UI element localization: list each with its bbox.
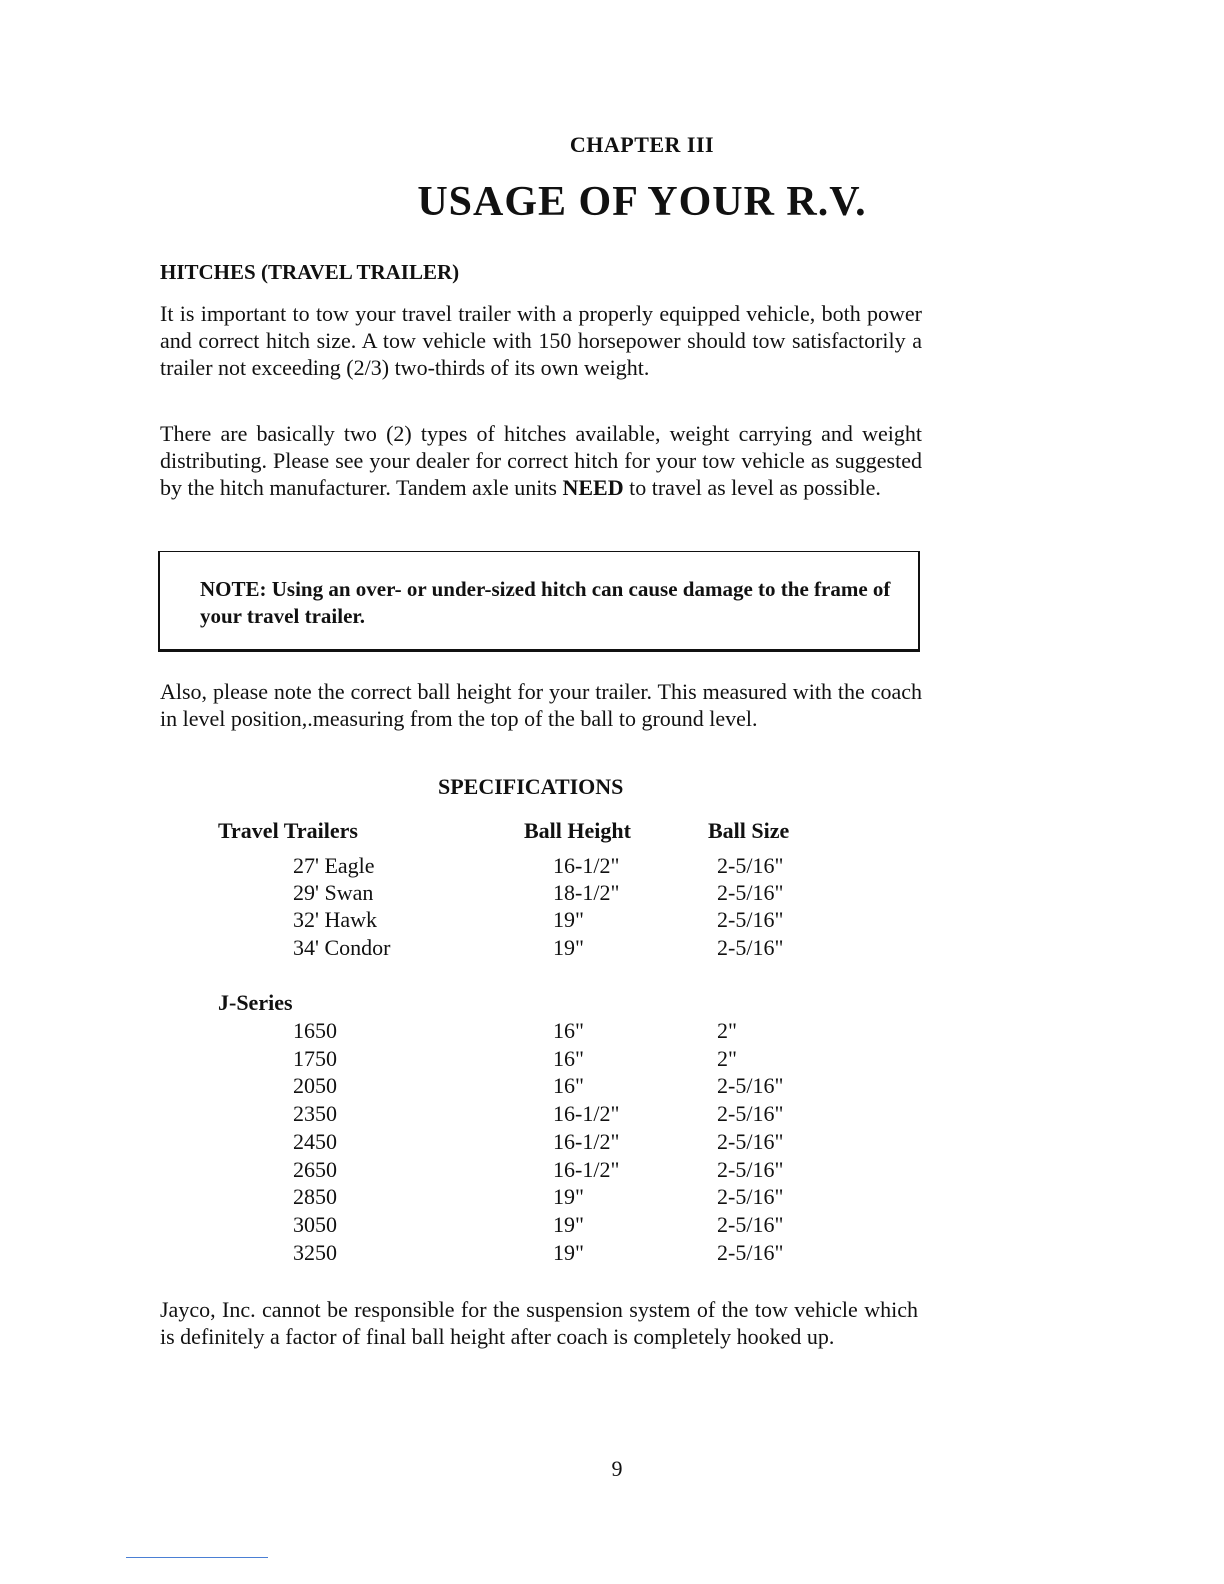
ball-height-cell: 18-1/2" xyxy=(553,880,620,905)
emphasis-need: NEED xyxy=(562,475,624,500)
j-series-label: J-Series xyxy=(218,990,293,1015)
ball-height-cell: 19" xyxy=(553,1212,584,1237)
note-box xyxy=(158,551,920,652)
page-number: 9 xyxy=(611,1456,623,1481)
ball-size-cell: 2-5/16" xyxy=(717,1073,784,1098)
model-cell: 32' Hawk xyxy=(293,907,378,932)
table-row xyxy=(0,1018,1224,1046)
table-row xyxy=(0,853,1224,881)
ball-height-cell: 16-1/2" xyxy=(553,1101,620,1126)
paragraph-ball-height: Also, please note the correct ball height for your trailer. This measured with the coach in level position,.measuring from the top of the ball to ground level. xyxy=(160,679,922,731)
table-row xyxy=(0,1157,1224,1185)
ball-size-cell: 2-5/16" xyxy=(717,1212,784,1237)
ball-size-cell: 2-5/16" xyxy=(717,1101,784,1126)
model-cell: 2050 xyxy=(293,1073,337,1098)
table-row xyxy=(0,1101,1224,1129)
model-cell: 1650 xyxy=(293,1018,337,1043)
table-row xyxy=(0,907,1224,935)
table-row xyxy=(0,935,1224,963)
table-row xyxy=(0,1240,1224,1268)
model-cell: 27' Eagle xyxy=(293,853,375,878)
column-header-travel-trailers: Travel Trailers xyxy=(218,818,358,843)
column-header-ball-height: Ball Height xyxy=(524,818,631,843)
ball-size-cell: 2-5/16" xyxy=(717,935,784,960)
model-cell: 1750 xyxy=(293,1046,337,1071)
ball-height-cell: 16-1/2" xyxy=(553,1129,620,1154)
model-cell: 34' Condor xyxy=(293,935,391,960)
ball-height-cell: 19" xyxy=(553,907,584,932)
ball-size-cell: 2-5/16" xyxy=(717,1184,784,1209)
ball-height-cell: 16" xyxy=(553,1018,584,1043)
ball-size-cell: 2" xyxy=(717,1046,737,1071)
chapter-label: CHAPTER III xyxy=(569,132,715,157)
disclaimer-paragraph: Jayco, Inc. cannot be responsible for the suspension system of the tow vehicle which is definitely a factor of final ball height after coach is completely hooked up. xyxy=(160,1297,918,1349)
specifications-title: SPECIFICATIONS xyxy=(438,774,624,799)
model-cell: 29' Swan xyxy=(293,880,374,905)
ball-size-cell: 2-5/16" xyxy=(717,1240,784,1265)
ball-size-cell: 2-5/16" xyxy=(717,1157,784,1182)
table-row xyxy=(0,1129,1224,1157)
ball-height-cell: 19" xyxy=(553,935,584,960)
model-cell: 2350 xyxy=(293,1101,337,1126)
ball-height-cell: 19" xyxy=(553,1240,584,1265)
ball-size-cell: 2-5/16" xyxy=(717,1129,784,1154)
table-row xyxy=(0,1073,1224,1101)
model-cell: 3250 xyxy=(293,1240,337,1265)
model-cell: 3050 xyxy=(293,1212,337,1237)
table-row xyxy=(0,1212,1224,1240)
page-title: USAGE OF YOUR R.V. xyxy=(417,179,867,225)
footer-rule xyxy=(126,1557,268,1558)
ball-size-cell: 2" xyxy=(717,1018,737,1043)
model-cell: 2850 xyxy=(293,1184,337,1209)
table-row xyxy=(0,880,1224,908)
note-text: NOTE: Using an over- or under-sized hitch can cause damage to the frame of your travel trailer. xyxy=(200,577,891,628)
ball-height-cell: 16-1/2" xyxy=(553,853,620,878)
ball-height-cell: 16" xyxy=(553,1046,584,1071)
ball-height-cell: 16" xyxy=(553,1073,584,1098)
model-cell: 2650 xyxy=(293,1157,337,1182)
model-cell: 2450 xyxy=(293,1129,337,1154)
ball-height-cell: 16-1/2" xyxy=(553,1157,620,1182)
ball-size-cell: 2-5/16" xyxy=(717,907,784,932)
paragraph-hitch-types: There are basically two (2) types of hitches available, weight carrying and weight distributing. Please see your dealer for correct hitch for your tow vehicle as suggested by the hitch manufacturer. Tandem axle units NEED to travel as level as possible. xyxy=(160,421,922,500)
table-row xyxy=(0,1184,1224,1212)
column-header-ball-size: Ball Size xyxy=(708,818,790,843)
ball-height-cell: 19" xyxy=(553,1184,584,1209)
ball-size-cell: 2-5/16" xyxy=(717,853,784,878)
table-row xyxy=(0,1046,1224,1074)
paragraph-towing: It is important to tow your travel trailer with a properly equipped vehicle, both power and correct hitch size. A tow vehicle with 150 horsepower should tow satisfactorily a trailer not exceeding (2/3) two-thirds of its own weight. xyxy=(160,301,922,380)
section-heading: HITCHES (TRAVEL TRAILER) xyxy=(160,260,460,284)
ball-size-cell: 2-5/16" xyxy=(717,880,784,905)
